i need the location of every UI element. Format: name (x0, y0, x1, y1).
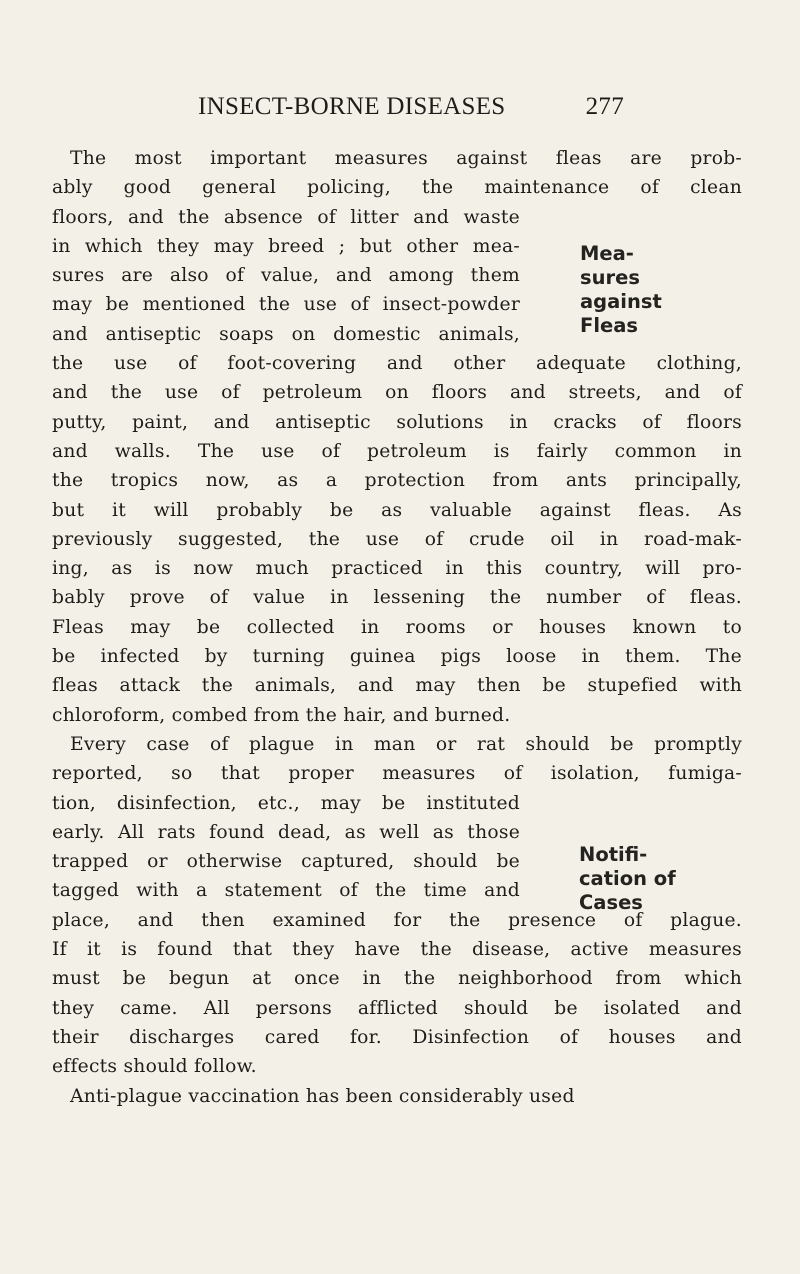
text-line: the use of foot-covering and other adequate clothing, (52, 353, 742, 375)
sidenote-line: Mea- (580, 242, 634, 265)
text-line: their discharges cared for. Disinfection of houses and (52, 1026, 742, 1048)
text-line: be infected by turning guinea pigs loose in them. The (52, 646, 742, 668)
text-line: reported, so that proper measures of isolation, fumiga- (52, 763, 742, 785)
body-text (52, 144, 742, 1111)
text-line: sures are also of value, and among them (52, 265, 520, 287)
text-line: Every case of plague in man or rat should be promptly (70, 733, 742, 755)
text-line: fleas attack the animals, and may then be stupefied with (52, 675, 742, 697)
running-title: INSECT-BORNE DISEASES (198, 93, 506, 120)
text-line: effects should follow. (52, 1056, 257, 1078)
text-line: chloroform, combed from the hair, and burned. (52, 704, 511, 726)
page-number: 277 (585, 93, 624, 120)
text-line: early. All rats found dead, as well as those (52, 821, 520, 843)
text-line: and walls. The use of petroleum is fairly common in (52, 440, 742, 462)
text-line: floors, and the absence of litter and waste (52, 206, 520, 228)
text-line: and the use of petroleum on floors and streets, and of (52, 382, 742, 404)
text-line: Anti-plague vaccination has been considerably used (70, 1085, 575, 1107)
paragraph-notification (52, 730, 742, 1082)
paragraph-fleas (52, 144, 742, 730)
text-line: tagged with a statement of the time and (52, 880, 520, 902)
text-line: must be begun at once in the neighborhood from which (52, 968, 742, 990)
text-line: ably good general policing, the maintenance of clean (52, 177, 742, 199)
text-line: the tropics now, as a protection from ants principally, (52, 470, 742, 492)
text-line: place, and then examined for the presence of plague. (52, 909, 742, 931)
text-line: tion, disinfection, etc., may be instituted (52, 792, 520, 814)
sidenote-line: against (580, 290, 662, 313)
text-line: If it is found that they have the disease, active measures (52, 939, 742, 961)
sidenote-line: cation of (579, 867, 676, 890)
text-line: bably prove of value in lessening the number of fleas. (52, 587, 742, 609)
sidenote-line: Fleas (580, 314, 638, 337)
paragraph-vaccination (52, 1082, 742, 1111)
text-line: Fleas may be collected in rooms or houses known to (52, 616, 742, 638)
text-line: but it will probably be as valuable against fleas. As (52, 499, 742, 521)
running-header (198, 93, 624, 127)
text-line: may be mentioned the use of insect-powder (52, 294, 520, 316)
sidenote-line: Notifi- (579, 843, 648, 866)
text-line: putty, paint, and antiseptic solutions in cracks of floors (52, 411, 742, 433)
text-line: The most important measures against fleas are prob- (70, 148, 742, 169)
text-line: previously suggested, the use of crude oil in road-mak- (52, 528, 742, 550)
text-line: trapped or otherwise captured, should be (52, 851, 520, 873)
text-line: and antiseptic soaps on domestic animals, (52, 323, 520, 345)
text-line: they came. All persons afflicted should be isolated and (52, 997, 742, 1019)
sidenote-line: Cases (579, 891, 643, 914)
text-line: ing, as is now much practiced in this country, will pro- (52, 558, 742, 580)
sidenote-line: sures (580, 266, 640, 289)
text-line: in which they may breed ; but other mea- (52, 235, 520, 257)
